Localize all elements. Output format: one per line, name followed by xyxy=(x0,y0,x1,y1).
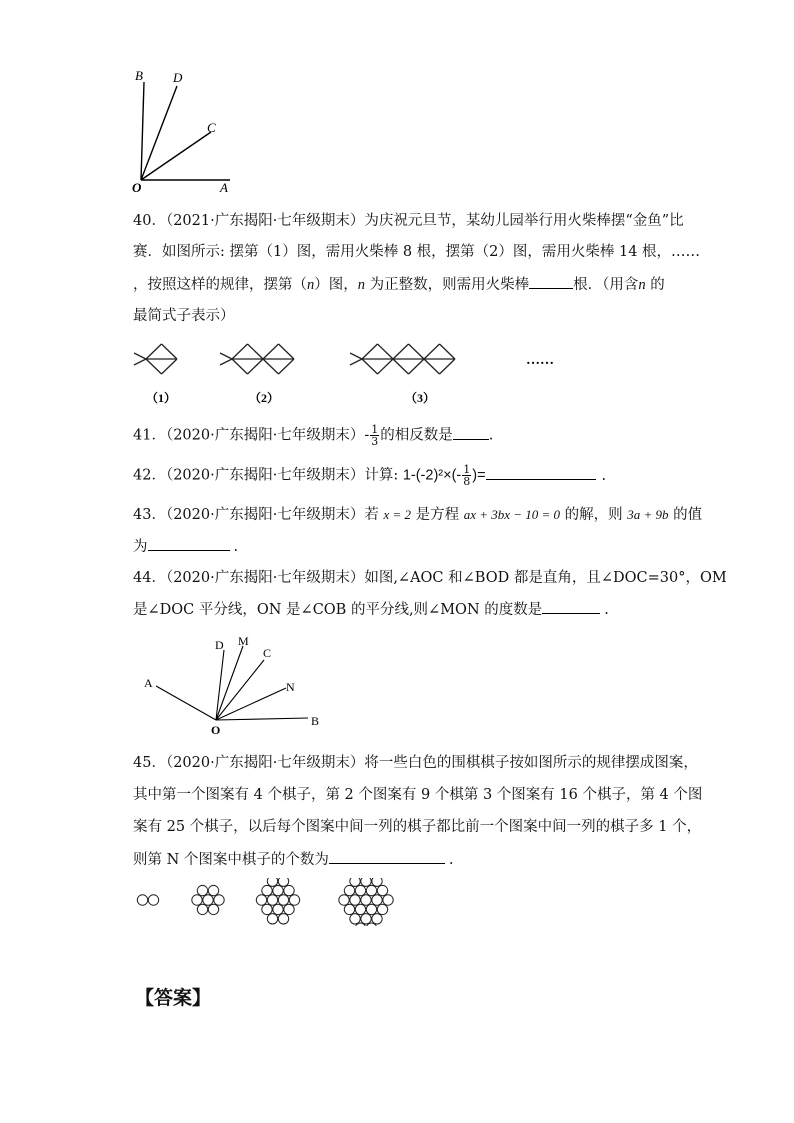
matchstick xyxy=(134,359,146,365)
q44-label-M: M xyxy=(238,634,249,648)
q40-l3d: 根．（用含 xyxy=(573,277,639,293)
go-stone xyxy=(278,878,288,886)
ray-OB xyxy=(216,718,308,720)
q42-end: . xyxy=(601,467,607,484)
q44-label-N: N xyxy=(286,680,295,694)
matchstick xyxy=(378,359,394,374)
label-O: O xyxy=(132,180,142,195)
ray-OD xyxy=(141,86,177,180)
q43-answer-blank[interactable] xyxy=(148,536,230,551)
q43-mid2: 的解，则 xyxy=(560,507,628,523)
go-stone xyxy=(214,895,224,905)
go-stone xyxy=(372,895,382,905)
q43-l2: 为 xyxy=(133,539,148,555)
go-stone xyxy=(377,904,387,914)
go-stone xyxy=(267,878,277,886)
matchstick xyxy=(279,359,295,374)
matchstick xyxy=(220,353,232,359)
go-stone xyxy=(197,885,207,895)
go-stone xyxy=(377,885,387,895)
matchstick xyxy=(248,359,264,374)
ray-OC xyxy=(216,660,264,720)
go-stone xyxy=(366,885,376,895)
q41-line xyxy=(133,424,493,447)
go-stone xyxy=(350,878,360,886)
q43-mid: 是方程 xyxy=(410,507,464,523)
q42-frac-num: 1 xyxy=(463,463,471,476)
q42-line xyxy=(133,464,606,487)
matchstick xyxy=(279,344,295,359)
go-stones-figure xyxy=(128,878,418,926)
matchstick xyxy=(232,359,248,374)
q40-n2: n xyxy=(357,277,365,293)
q42-prefix: 42．（2020·广东揭阳·七年级期末）计算: xyxy=(133,467,403,484)
ray-OC xyxy=(141,132,211,180)
q40-l3a: ，按照这样的规律，摆第（ xyxy=(133,277,307,293)
q44-label-A: A xyxy=(144,676,153,690)
q41-frac-num: 1 xyxy=(371,423,379,436)
matchstick xyxy=(393,344,409,359)
go-stone xyxy=(361,914,371,924)
q44-answer-blank[interactable] xyxy=(542,599,600,614)
go-stone xyxy=(278,914,288,924)
go-stone xyxy=(372,914,382,924)
go-stone xyxy=(344,885,354,895)
q42-frac-den: 8 xyxy=(463,475,471,488)
q40-l3c: 为正整数，则需用火柴棒 xyxy=(365,277,530,293)
matchstick xyxy=(362,344,378,359)
fish-caption-1: （1） xyxy=(146,391,177,405)
q40-n3: n xyxy=(638,277,646,293)
matchstick xyxy=(263,359,279,374)
matchstick xyxy=(350,359,362,365)
q41-frac-den: 3 xyxy=(371,435,379,448)
go-stone xyxy=(267,914,277,924)
top-angle-figure xyxy=(125,62,245,197)
q43-end: . xyxy=(233,539,239,555)
q40-line4: 最简式子表示） xyxy=(133,308,235,324)
q45-l4: 则第 N 个图案中棋子的个数为 xyxy=(133,852,329,868)
q44-label-B: B xyxy=(311,714,320,728)
q45-end: . xyxy=(448,852,454,868)
matchstick-fish-figure xyxy=(128,338,568,410)
q40-line2: 赛．如图所示: 摆第（1）图，需用火柴棒 8 根，摆第（2）图，需用火柴棒 14 根，…… xyxy=(133,244,701,260)
matchstick xyxy=(263,344,279,359)
go-stone xyxy=(278,895,288,905)
go-stone xyxy=(350,895,360,905)
q41-fraction xyxy=(370,424,379,447)
go-stone xyxy=(372,878,382,886)
matchstick xyxy=(248,344,264,359)
q41-prefix: 41．（2020·广东揭阳·七年级期末） xyxy=(133,427,365,444)
go-stone xyxy=(203,895,213,905)
fish-ellipsis: …… xyxy=(526,353,554,368)
q43-cond: x = 2 xyxy=(383,507,411,522)
answer-heading: 【答案】 xyxy=(135,987,212,1009)
q43-line2 xyxy=(133,536,238,557)
matchstick xyxy=(424,359,440,374)
go-stone xyxy=(383,895,393,905)
go-stone xyxy=(284,904,294,914)
matchstick xyxy=(162,359,178,374)
matchstick xyxy=(146,344,162,359)
go-stone xyxy=(192,895,202,905)
matchstick xyxy=(146,359,162,374)
q43-prefix: 43．（2020·广东揭阳·七年级期末）若 xyxy=(133,507,384,523)
go-stone xyxy=(355,904,365,914)
q43-suffix: 的值 xyxy=(668,507,703,523)
q42-expr-a: 1-(-2)²×(- xyxy=(402,467,462,484)
q42-fraction xyxy=(462,464,471,487)
q40-l3b: ）图， xyxy=(314,277,358,293)
matchstick xyxy=(220,359,232,365)
matchstick xyxy=(440,344,456,359)
go-stone xyxy=(197,904,207,914)
q44-line2 xyxy=(133,599,609,620)
label-C: C xyxy=(207,120,216,135)
go-stone xyxy=(361,895,371,905)
go-stone xyxy=(273,885,283,895)
go-stone xyxy=(208,885,218,895)
go-stone xyxy=(289,895,299,905)
q45-line2: 其中第一个图案有 4 个棋子，第 2 个图案有 9 个棋第 3 个图案有 16 个棋子，第 4 个图 xyxy=(133,787,703,803)
q40-line3 xyxy=(133,274,665,295)
matchstick xyxy=(362,359,378,374)
q40-line1: 40．（2021·广东揭阳·七年级期末）为庆祝元旦节，某幼儿园举行用火柴棒摆“金鱼”比 xyxy=(133,213,684,229)
q41-suffix: 的相反数是 xyxy=(380,427,453,444)
matchstick xyxy=(378,344,394,359)
go-stone xyxy=(355,885,365,895)
q44-label-O: O xyxy=(211,723,221,737)
ray-OB xyxy=(141,82,144,180)
go-stone xyxy=(344,904,354,914)
q44-angle-figure xyxy=(140,630,340,738)
q41-minus: - xyxy=(364,427,370,444)
q45-line3: 案有 25 个棋子，以后每个图案中间一列的棋子都比前一个图案中间一列的棋子多 1 个， xyxy=(133,819,702,835)
matchstick xyxy=(424,344,440,359)
go-stone xyxy=(137,895,147,905)
fish-caption-2: （2） xyxy=(249,391,280,405)
go-stone xyxy=(208,904,218,914)
q45-answer-blank[interactable] xyxy=(329,849,445,864)
matchstick xyxy=(440,359,456,374)
matchstick xyxy=(162,344,178,359)
q41-end: . xyxy=(488,427,494,444)
go-stone xyxy=(148,895,158,905)
fish-caption-3: （3） xyxy=(405,391,436,405)
q41-answer-blank[interactable] xyxy=(453,425,489,440)
go-stone xyxy=(339,895,349,905)
q45-line4 xyxy=(133,849,454,870)
matchstick xyxy=(350,353,362,359)
q44-end: . xyxy=(604,602,609,618)
q43-equation: ax + 3bx − 10 = 0 xyxy=(463,507,561,522)
matchstick xyxy=(393,359,409,374)
q44-label-D: D xyxy=(215,638,224,652)
go-stone xyxy=(262,904,272,914)
go-stone xyxy=(366,904,376,914)
go-stone xyxy=(350,914,360,924)
q40-l3e: 的 xyxy=(645,277,665,293)
q43-target: 3a + 9b xyxy=(627,507,669,522)
matchstick xyxy=(134,353,146,359)
go-stone xyxy=(284,885,294,895)
q44-line1: 44．（2020·广东揭阳·七年级期末）如图,∠AOC 和∠BOD 都是直角，且∠DOC=30°，OM xyxy=(133,570,727,586)
q44-label-C: C xyxy=(263,646,272,660)
go-stone xyxy=(267,895,277,905)
q42-expr-b: )= xyxy=(472,467,486,484)
q40-answer-blank[interactable] xyxy=(529,274,573,289)
go-stone xyxy=(361,878,371,886)
go-stone xyxy=(262,885,272,895)
q40-n1: n xyxy=(307,277,315,293)
q42-answer-blank[interactable] xyxy=(486,465,596,480)
ray-OA xyxy=(156,686,216,720)
matchstick xyxy=(409,344,425,359)
go-stone xyxy=(273,904,283,914)
label-A: A xyxy=(220,180,228,195)
go-stone xyxy=(256,895,266,905)
label-B: B xyxy=(135,68,143,83)
matchstick xyxy=(232,344,248,359)
label-D: D xyxy=(173,70,183,85)
q43-line1 xyxy=(133,505,702,525)
q44-l2: 是∠DOC 平分线，ON 是∠COB 的平分线,则∠MON 的度数是 xyxy=(133,602,543,618)
q45-line1: 45．（2020·广东揭阳·七年级期末）将一些白色的围棋棋子按如图所示的规律摆成图案， xyxy=(133,755,698,771)
matchstick xyxy=(409,359,425,374)
